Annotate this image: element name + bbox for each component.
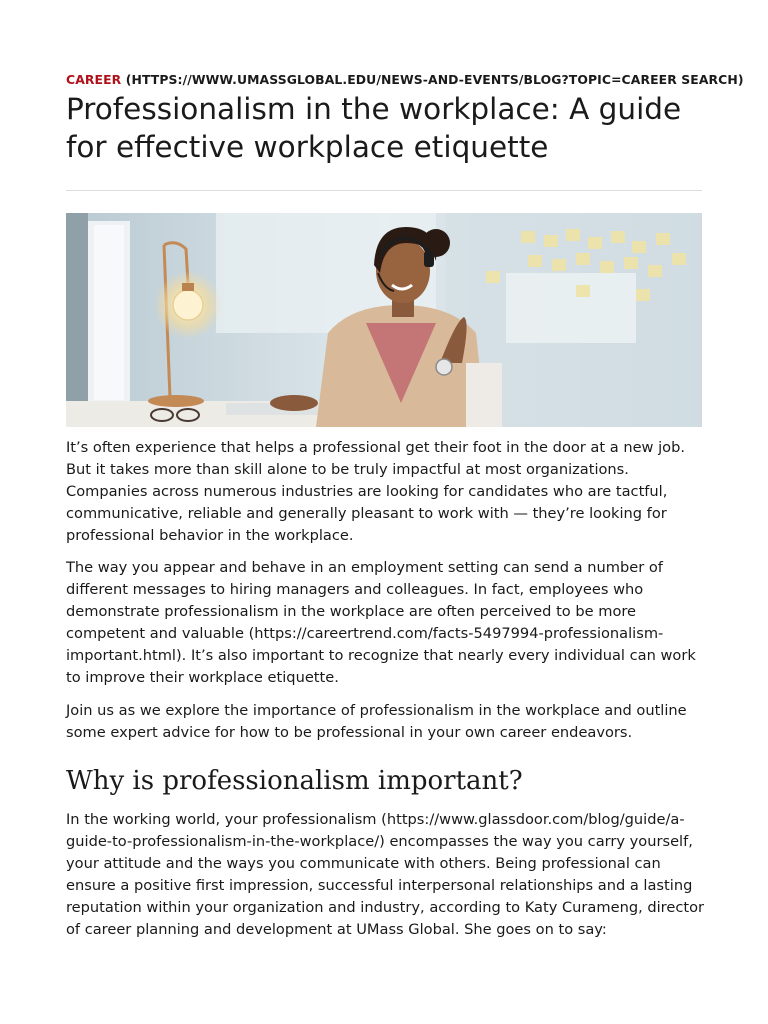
article-title: Professionalism in the workplace: A guide for effective workplace etiquette — [66, 92, 682, 164]
category-link[interactable]: CAREER — [66, 72, 122, 87]
title-divider — [66, 190, 702, 191]
paragraph-appearance: The way you appear and behave in an employment setting can send a number of different messages to hiring managers and colleagues. In fact, employees who demonstrate professionalism in the workplace are often perceived to be more competent and valuable (https://careertrend.com/facts-5497994-professionalism-important.html). It’s also important to recognize that nearly every individual can work to improve their workplace etiquette. — [66, 559, 696, 686]
paragraph-join-us: Join us as we explore the importance of professionalism in the workplace and outline some expert advice for how to be professional in your own career endeavors. — [66, 702, 687, 741]
hero-image — [66, 213, 702, 427]
category-url[interactable]: (HTTPS://WWW.UMASSGLOBAL.EDU/NEWS-AND-EVENTS/BLOG?TOPIC=CAREER SEARCH) — [121, 72, 744, 87]
page-bottom-margin — [0, 938, 768, 1024]
category-breadcrumb — [66, 72, 744, 87]
paragraph-intro: It’s often experience that helps a professional get their foot in the door at a new job. But it takes more than skill alone to be truly impactful at most organizations. Companies across numerous industries are looking for candidates who are tactful, communicative, reliable and generally pleasant to work with — they’re looking for professional behavior in the workplace. — [66, 439, 686, 544]
section-heading: Why is professionalism important? — [66, 766, 523, 796]
hero-photo-illustration — [66, 213, 702, 427]
paragraph-working-world: In the working world, your professionalism (https://www.glassdoor.com/blog/guide/a-guide-to-professionalism-in-the-workplace/) encompasses the way you carry yourself, your attitude and the ways you communicate with others. Being professional can ensure a positive first impression, successful interpersonal relationships and a lasting reputation within your organization and industry, according to Katy Curameng, director of career planning and development at UMass Global. She goes on to say: — [66, 811, 705, 938]
